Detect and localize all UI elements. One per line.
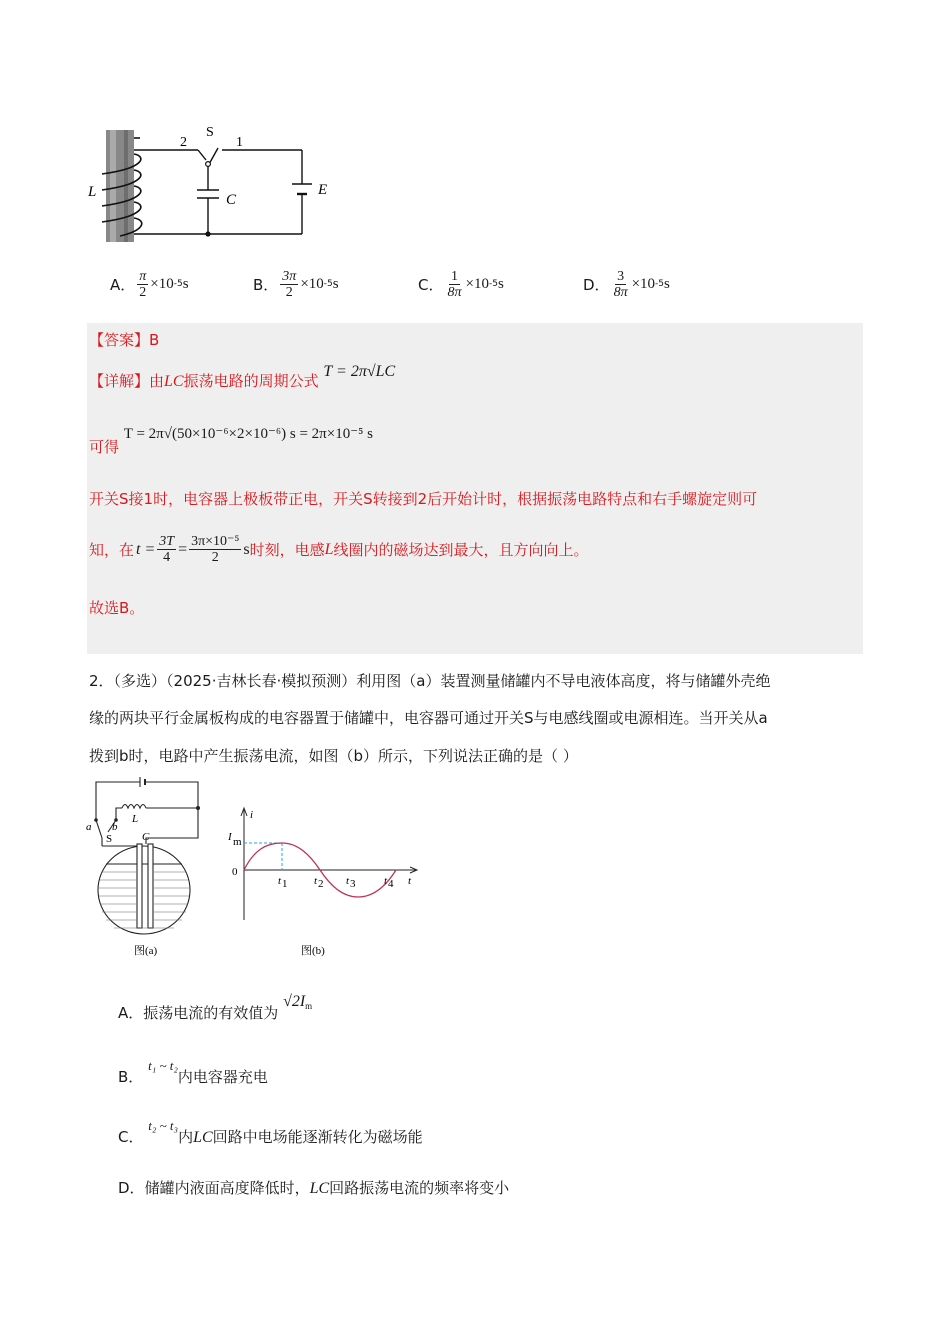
label-C: C <box>226 192 237 208</box>
label-pos2: 2 <box>180 135 187 150</box>
q1-choice-c[interactable]: C． $\frac{1}{8\pi}$ ×10 -5 s <box>418 268 504 300</box>
detail-tag: 【详解】 <box>89 372 150 390</box>
label-t2: t <box>314 875 318 887</box>
label-i: i <box>250 809 254 821</box>
q1-choice-a[interactable]: A． $\frac{\pi}{2}$ ×10 -5 s <box>110 268 189 300</box>
q2-option-a[interactable]: A．振荡电流的有效值为 $√2I_m$ <box>118 993 313 1022</box>
label-t4: t <box>384 875 388 887</box>
para2-fraction-2: $\frac{\text{3π×10⁻⁵}}{2}$ <box>191 534 240 565</box>
q1-circuit-diagram <box>80 118 340 248</box>
q2-stem-line3: 拨到b时，电路中产生振荡电流，如图（b）所示，下列说法正确的是（ ） <box>89 747 578 765</box>
svg-text:1: 1 <box>282 878 288 890</box>
interval-t2-t3: t₂ ~ t₃ <box>148 1118 179 1133</box>
final-choice: 故选B。 <box>89 599 145 617</box>
q2-option-d[interactable]: D．储罐内液面高度降低时，LC回路振荡电流的频率将变小 <box>118 1179 510 1197</box>
answer-value: B <box>149 331 160 349</box>
q1-choice-b[interactable]: B． $\frac{3\pi}{2}$ ×10 -5 s <box>253 268 339 300</box>
label-C-capacitor: C <box>142 831 150 843</box>
period-formula: T = 2π√LC <box>323 363 396 380</box>
choice-a-fraction: $\frac{\pi}{2}$ <box>139 268 147 300</box>
junction-dot <box>205 231 210 236</box>
label-b: b <box>112 821 118 833</box>
label-Im: I <box>228 831 232 843</box>
label-L-coil: L <box>132 813 139 825</box>
q2-option-c[interactable]: C． t₂ ~ t₃内LC回路中电场能逐渐转化为磁场能 <box>118 1118 423 1146</box>
svg-text:2: 2 <box>318 878 324 890</box>
label-E: E <box>318 182 328 198</box>
choice-c-fraction: $\frac{1}{8\pi}$ <box>447 268 462 300</box>
label-t-axis: t <box>408 875 412 887</box>
detail-line: 【详解】由LC振荡电路的周期公式 T = 2π√LC <box>89 363 396 390</box>
effective-value-formula: $√2I_m$ <box>283 993 313 1011</box>
answer-line <box>89 329 159 350</box>
choice-b-fraction: $\frac{3\pi}{2}$ <box>282 268 297 300</box>
q2-stem-line1: 2．（多选）（2025·吉林长春·模拟预测）利用图（a）装置测量储罐内不导电液体高度，将与储罐外壳绝 <box>89 672 771 690</box>
label-origin: 0 <box>232 866 238 878</box>
figure-b-caption: 图(b) <box>301 945 325 957</box>
q2-option-b[interactable]: B． t₁ ~ t₂内电容器充电 <box>118 1058 268 1086</box>
q2-figure-a-tank-circuit <box>84 776 214 960</box>
label-t3: t <box>346 875 350 887</box>
q2-stem-line2: 缘的两块平行金属板构成的电容器置于储罐中，电容器可通过开关S与电感线圈或电源相连。当开关从a <box>89 709 768 727</box>
kede-label: 可得 <box>89 438 120 456</box>
kede-line <box>89 422 373 456</box>
label-L: L <box>88 184 97 200</box>
liquid-hatching <box>99 872 189 928</box>
period-calculation: T = 2π√(50×10⁻⁶×2×10⁻⁶) s = 2π×10⁻⁵ s <box>123 426 373 442</box>
answer-tag: 【答案】 <box>89 331 150 349</box>
label-Im-sub: m <box>233 836 242 848</box>
para2-fraction-1: $\frac{3T}{4}$ <box>159 534 175 565</box>
q2-figure-b-current-graph <box>226 800 426 960</box>
label-pos1: 1 <box>236 135 243 150</box>
svg-text:4: 4 <box>388 878 394 890</box>
svg-text:3: 3 <box>350 878 356 890</box>
label-a: a <box>86 821 92 833</box>
explanation-para2: 知，在 t = $\frac{3T}{4}$ = $\frac{\text{3π×10⁻⁵}}{2}$ s 时刻，电感 L 线圈内的磁场达到最大，且方向向上。 <box>89 534 589 565</box>
switch-pivot <box>206 162 211 167</box>
explanation-para1: 开关S接1时，电容器上极板带正电，开关S转接到2后开始计时，根据振荡电路特点和右手螺旋定则可 <box>89 490 758 508</box>
label-S: S <box>206 125 214 140</box>
label-t1: t <box>278 875 282 887</box>
q1-choice-d[interactable]: D． $\frac{3}{8\pi}$ ×10 -5 s <box>583 268 670 300</box>
interval-t1-t2: t₁ ~ t₂ <box>148 1058 178 1073</box>
figure-a-caption: 图(a) <box>134 945 158 957</box>
choice-d-fraction: $\frac{3}{8\pi}$ <box>613 268 628 300</box>
label-S-switch: S <box>106 833 113 845</box>
